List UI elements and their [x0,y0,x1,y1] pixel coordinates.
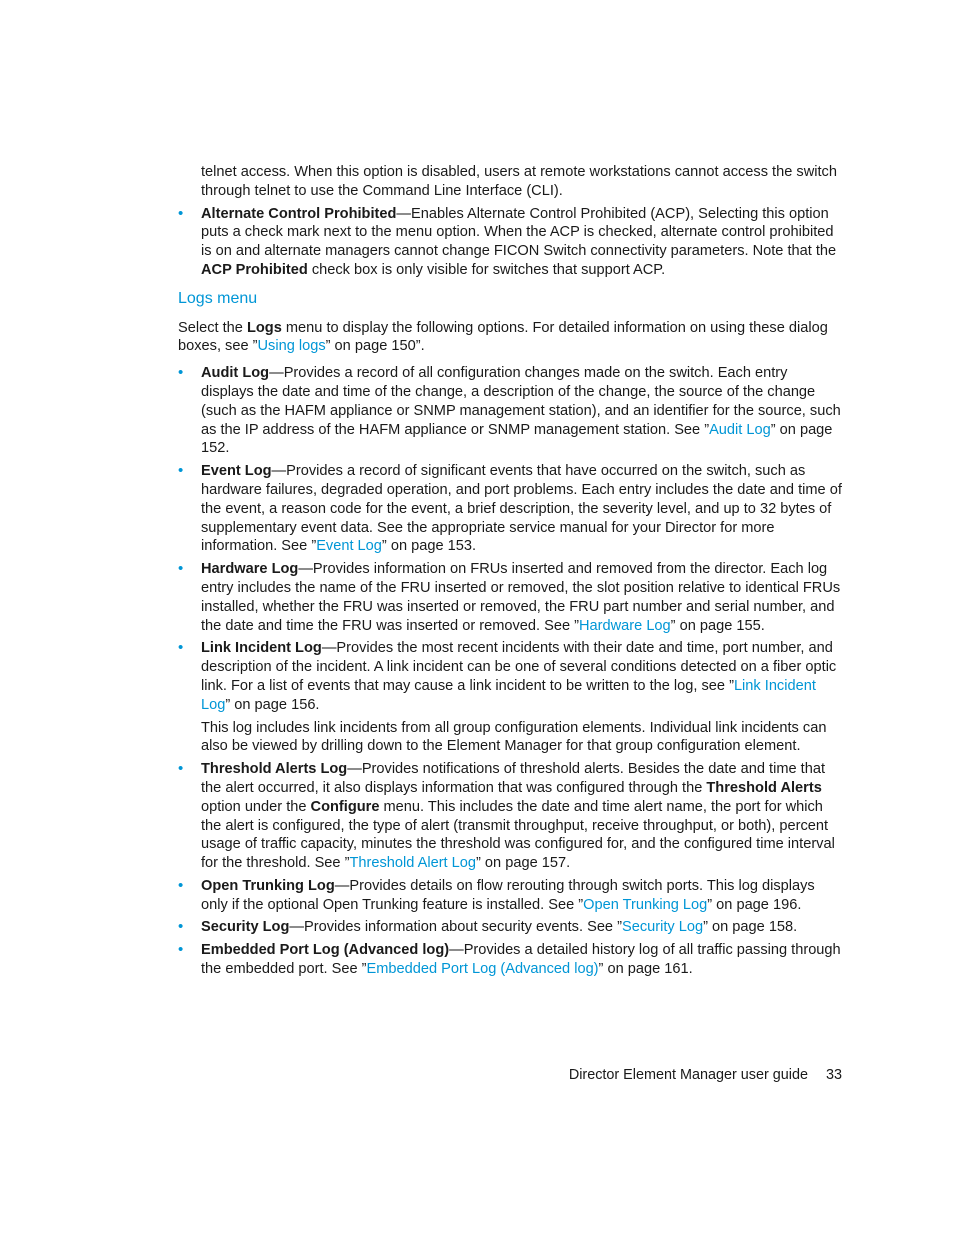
item-text: ” on page 161. [598,961,693,978]
list-item-open-trunking-log [178,877,842,915]
item-text: check box is only visible for switches that support ACP. [307,261,666,278]
page-content [178,163,842,983]
list-item-security-log [178,918,842,937]
bullet-icon: • [178,760,184,778]
intro-paragraph [178,319,842,357]
footer-title: Director Element Manager user guide [568,1067,808,1083]
cross-reference-link[interactable]: Using logs [257,338,326,355]
bold-text: Threshold Alerts [706,779,822,796]
page-footer [0,1066,842,1085]
page-number: 33 [825,1067,842,1083]
cross-reference-link[interactable]: Open Trunking Log [583,896,708,913]
intro-text: menu to display the following options. For detailed information on using these dialog boxes, see ” [178,319,828,355]
term-label: Threshold Alerts Log [201,761,348,778]
item-text: —Enables Alternate Control Prohibited (ACP), Selecting this option puts a check mark next to the menu option. When the ACP is checked, alternate control prohibited is on and alternate managers cannot change FICON Switch connectivity parameters. Note that the [201,205,837,260]
term-label: Link Incident Log [201,640,322,657]
term-label: Security Log [201,919,290,936]
intro-text: ” on page 150”. [325,338,425,355]
cross-reference-link[interactable]: Hardware Log [579,617,671,634]
item-text: option under the [201,798,311,815]
item-text: ” on page 153. [381,538,477,555]
list-item-threshold-alerts-log [178,760,842,873]
item-text: ” on page 196. [707,896,802,913]
continuation-paragraph: telnet access. When this option is disabled, users at remote workstations cannot access the switch through telnet to use the Command Line Interface (CLI). [201,164,837,199]
cross-reference-link[interactable]: Audit Log [709,421,771,438]
item-text: —Provides a record of all configuration changes made on the switch. Each entry displays the date and time of the change, a description of the change, the source of the change (such as the HAFM appliance or SNMP management station), and an identifier for the source, such as the IP address of the HAFM appliance or SNMP management station. See ” [201,365,841,438]
item-text: ” on page 157. [476,855,571,872]
bullet-icon: • [178,876,184,894]
bullet-icon: • [178,364,184,382]
bold-text: Logs [246,319,282,336]
cross-reference-link[interactable]: Link Incident Log [201,677,816,713]
bullet-icon: • [178,204,184,222]
term-label: Audit Log [201,365,270,382]
item-text: —Provides notifications of threshold alerts. Besides the date and time that the alert occurred, it also displays information that was configured through the [201,761,826,796]
list-item-embedded-port-log [178,941,842,979]
item-text: —Provides information about security events. See ” [289,919,622,936]
list-item-audit-log [178,364,842,458]
bullet-icon: • [178,918,184,936]
term-label: Hardware Log [201,561,299,578]
cross-reference-link[interactable]: Event Log [316,538,382,555]
bold-text: ACP Prohibited [201,261,308,278]
list-item-link-incident-log [178,639,842,714]
bullet-icon: • [178,560,184,578]
item-text: ” on page 155. [670,617,765,634]
item-text: —Provides information on FRUs inserted and removed from the director. Each log entry includes the name of the FRU inserted or removed, the slot position relative to identical FRUs installed, whether the FRU was inserted or removed, the FRU part number and serial number, and the date and time the FRU was inserted or removed. See ” [201,561,841,634]
list-item-hardware-log [178,560,842,635]
bullet-icon: • [178,941,184,959]
term-label: Embedded Port Log (Advanced log) [201,942,450,959]
item-text: —Provides the most recent incidents with their date and time, port number, and description of the incident. A link incident can be one of several conditions detected on a fiber optic link. For a list of events that may cause a link incident to be written to the log, see ” [201,640,837,694]
term-label: Alternate Control Prohibited [201,205,397,222]
bullet-icon: • [178,639,184,657]
term-label: Open Trunking Log [201,877,335,894]
item-text: —Provides details on flow rerouting through switch ports. This log displays only if the optional Open Trunking feature is installed. See ” [201,877,815,913]
bullet-icon: • [178,462,184,480]
list-item-event-log [178,462,842,556]
item-text: menu. This includes the date and time alert name, the port for which the alert is configured, the type of alert (transmit throughput, receive throughput, or both), percent usage of traffic capacity, minutes the threshold was configured for, and the configured time interval for the threshold. See ” [201,798,835,872]
list-item-extra-paragraph: This log includes link incidents from all group configuration elements. Individual link incidents can also be viewed by drilling down to the Element Manager for that group configuration element. [201,719,827,755]
section-heading: Logs menu [178,289,258,307]
cross-reference-link[interactable]: Embedded Port Log (Advanced log) [366,961,599,978]
term-label: Event Log [201,463,272,480]
item-text: ” on page 152. [201,421,833,457]
list-item-acp [178,205,842,280]
item-text: —Provides a record of significant events that have occurred on the switch, such as hardware failures, degraded operation, and port problems. Each entry includes the date and time of the event, a reason code for the event, a brief description, the severity level, and up to 32 bytes of supplementary event data. See the appropriate service manual for your Director for more information. See ” [201,463,842,555]
cross-reference-link[interactable]: Security Log [621,919,704,936]
item-text: —Provides a detailed history log of all traffic passing through the embedded port. See ” [201,942,841,978]
cross-reference-link[interactable]: Threshold Alert Log [349,855,477,872]
bold-text: Configure [310,798,380,815]
item-text: ” on page 156. [225,696,320,713]
item-text: ” on page 158. [703,919,798,936]
intro-text: Select the [178,319,247,336]
